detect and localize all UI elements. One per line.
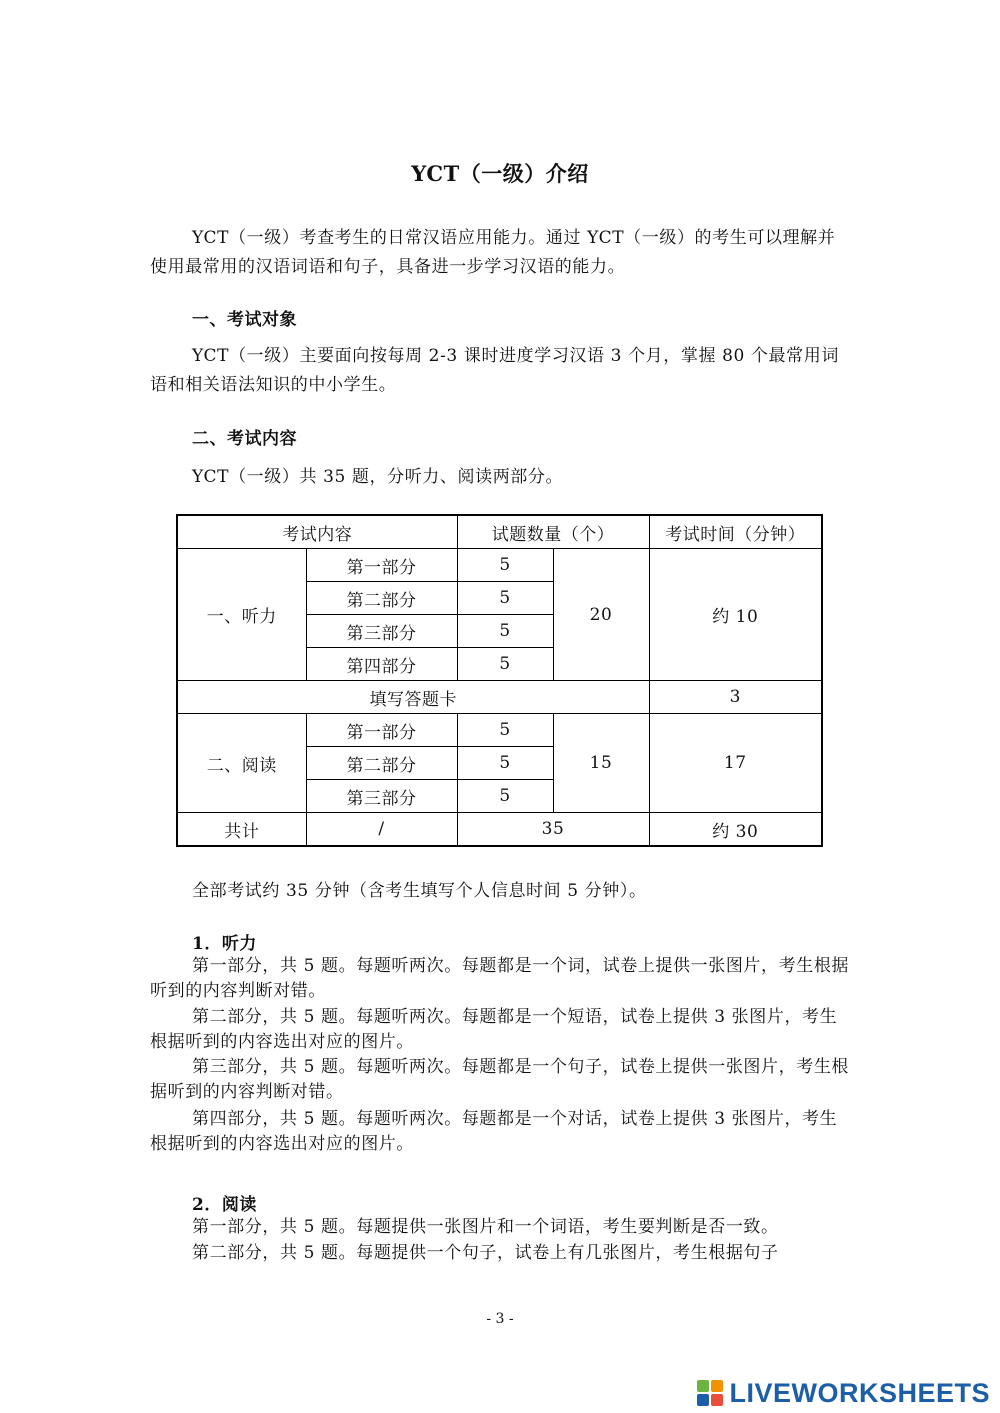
listening-label: 一、听力 [177, 549, 306, 681]
listening-paragraph: 第一部分，共 5 题。每题听两次。每题都是一个词，试卷上提供一张图片，考生根据听到的内容判断对错。 [150, 956, 850, 1001]
listening-total: 20 [553, 549, 649, 681]
section1-heading: 一、考试对象 [192, 310, 297, 330]
sum-count: 35 [457, 813, 649, 847]
listening-time: 约 10 [649, 549, 822, 681]
reading-time: 17 [649, 714, 822, 813]
header-count: 试题数量（个） [457, 515, 649, 549]
listening-paragraph: 第三部分，共 5 题。每题听两次。每题都是一个句子，试卷上提供一张图片，考生根据听到的内容判断对错。 [150, 1057, 850, 1102]
liveworksheets-logo-icon [697, 1380, 723, 1406]
page-title: YCT（一级）介绍 [411, 161, 589, 186]
section1-text: YCT（一级）主要面向按每周 2-3 课时进度学习汉语 3 个月，掌握 80 个最常用词语和相关语法知识的中小学生。 [150, 346, 839, 395]
liveworksheets-logo-text: LIVEWORKSHEETS [729, 1377, 990, 1408]
page-number: - 3 - [486, 1311, 514, 1327]
section2-text: YCT（一级）共 35 题，分听力、阅读两部分。 [192, 467, 564, 487]
header-time: 考试时间（分钟） [649, 515, 822, 549]
liveworksheets-logo[interactable] [697, 1378, 990, 1408]
section2-heading: 二、考试内容 [192, 429, 297, 449]
header-content: 考试内容 [177, 515, 457, 549]
listening-paragraph: 第二部分，共 5 题。每题听两次。每题都是一个短语，试卷上提供 3 张图片，考生根据听到的内容选出对应的图片。 [150, 1007, 838, 1052]
table-row [177, 714, 822, 747]
intro-paragraph: YCT（一级）考查考生的日常汉语应用能力。通过 YCT（一级）的考生可以理解并使用最常用的汉语词语和句子，具备进一步学习汉语的能力。 [150, 228, 836, 277]
table-sum-row [177, 813, 822, 847]
table-row [177, 681, 822, 714]
total-time-note: 全部考试约 35 分钟（含考生填写个人信息时间 5 分钟）。 [192, 881, 647, 901]
reading-paragraph: 第一部分，共 5 题。每题提供一张图片和一个词语，考生要判断是否一致。 [192, 1217, 779, 1237]
listening-part-count: 5 [457, 648, 553, 681]
listening-part-count: 5 [457, 582, 553, 615]
answer-sheet-label: 填写答题卡 [177, 681, 649, 714]
reading-part-count: 5 [457, 747, 553, 780]
reading-part-name: 第二部分 [306, 747, 457, 780]
sum-time: 约 30 [649, 813, 822, 847]
listening-part-name: 第三部分 [306, 615, 457, 648]
sum-label: 共计 [177, 813, 306, 847]
reading-part-count: 5 [457, 780, 553, 813]
reading-part-name: 第一部分 [306, 714, 457, 747]
exam-structure-table [176, 514, 823, 847]
sum-slash: / [306, 813, 457, 847]
listening-part-name: 第二部分 [306, 582, 457, 615]
listening-part-count: 5 [457, 615, 553, 648]
listening-paragraph: 第四部分，共 5 题。每题听两次。每题都是一个对话，试卷上提供 3 张图片，考生根据听到的内容选出对应的图片。 [150, 1109, 838, 1154]
reading-heading: 2．阅读 [192, 1195, 257, 1215]
answer-sheet-time: 3 [649, 681, 822, 714]
listening-heading: 1．听力 [192, 934, 257, 954]
listening-part-name: 第四部分 [306, 648, 457, 681]
table-header-row [177, 515, 822, 549]
reading-total: 15 [553, 714, 649, 813]
reading-paragraph: 第二部分，共 5 题。每题提供一个句子，试卷上有几张图片，考生根据句子 [192, 1243, 779, 1263]
listening-part-name: 第一部分 [306, 549, 457, 582]
reading-part-count: 5 [457, 714, 553, 747]
table-row [177, 549, 822, 582]
reading-label: 二、阅读 [177, 714, 306, 813]
listening-part-count: 5 [457, 549, 553, 582]
reading-part-name: 第三部分 [306, 780, 457, 813]
